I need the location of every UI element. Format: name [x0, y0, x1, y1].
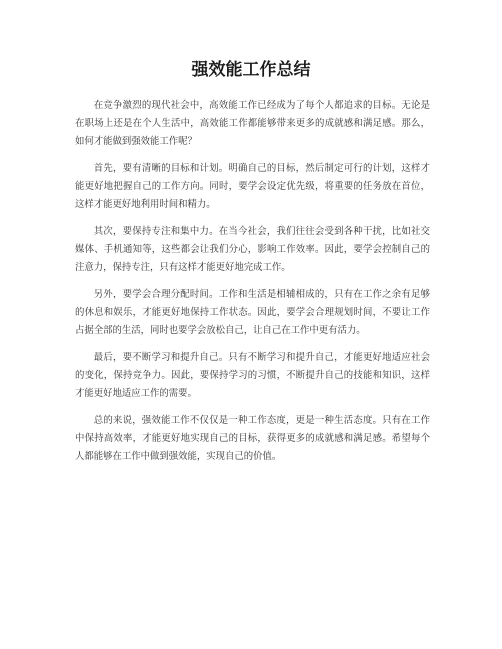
paragraph-5: 最后，要不断学习和提升自己。只有不断学习和提升自己，才能更好地适应社会的变化，保持竞争力。因此，要保持学习的习惯，不断提升自己的技能和知识，这样才能更好地适应工作的需要。 [75, 352, 430, 399]
page-title: 强效能工作总结 [191, 60, 311, 80]
paragraph-3: 其次，要保持专注和集中力。在当今社会，我们往往会受到各种干扰，比如社交媒体、手机通知等，这些都会让我们分心，影响工作效率。因此，要学会控制自己的注意力，保持专注，只有这样才能更好地完成工作。 [75, 226, 430, 273]
paragraph-4: 另外，要学会合理分配时间。工作和生活是相辅相成的，只有在工作之余有足够的休息和娱乐，才能更好地保持工作状态。因此，要学会合理规划时间，不要让工作占据全部的生活，同时也要学会放松自己，让自己在工作中更有活力。 [75, 289, 430, 336]
document-body [75, 97, 430, 475]
paragraph-2: 首先，要有清晰的目标和计划。明确自己的目标，然后制定可行的计划，这样才能更好地把握自己的工作方向。同时，要学会设定优先级，将重要的任务放在首位，这样才能更好地利用时间和精力。 [75, 163, 430, 210]
paragraph-6: 总的来说，强效能工作不仅仅是一种工作态度，更是一种生活态度。只有在工作中保持高效率，才能更好地实现自己的目标，获得更多的成就感和满足感。希望每个人都能够在工作中做到强效能，实现自己的价值。 [75, 415, 430, 462]
paragraph-1: 在竞争激烈的现代社会中，高效能工作已经成为了每个人都追求的目标。无论是在职场上还是在个人生活中，高效能工作都能够带来更多的成就感和满足感。那么，如何才能做到强效能工作呢？ [75, 100, 430, 147]
